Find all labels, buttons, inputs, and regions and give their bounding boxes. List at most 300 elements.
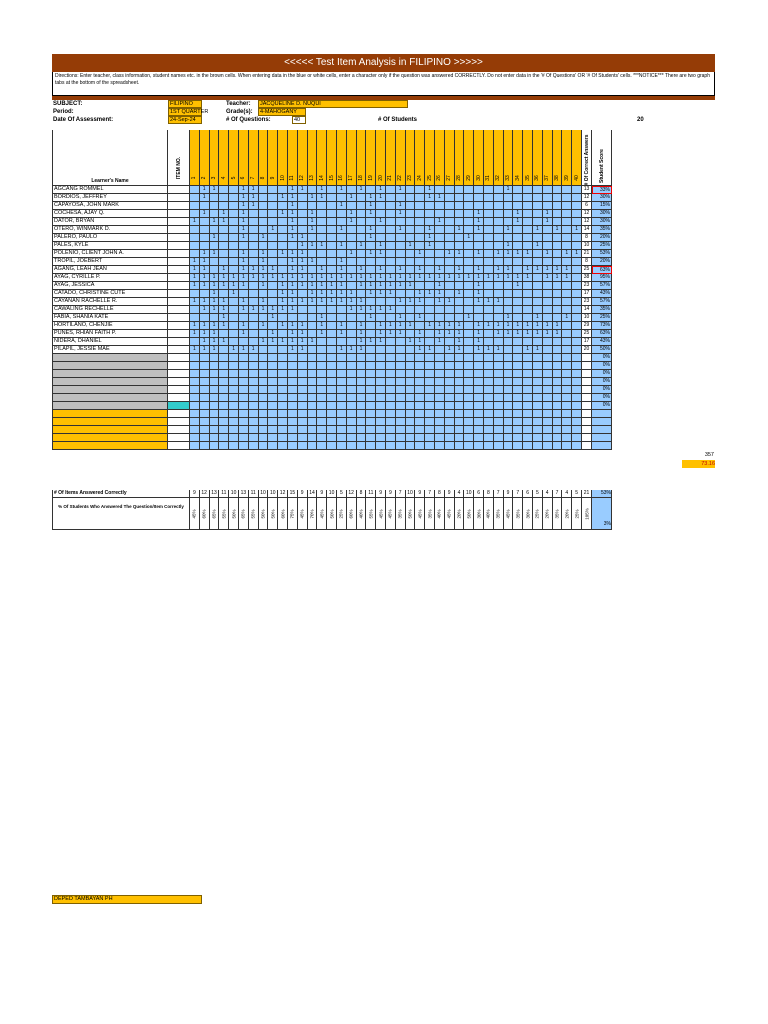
answer-cell[interactable] [513,402,523,410]
item-no-cell[interactable] [168,194,190,202]
answer-cell[interactable] [376,362,386,370]
answer-cell[interactable] [494,194,504,202]
answer-cell[interactable] [494,394,504,402]
answer-cell[interactable] [425,410,435,418]
answer-cell[interactable] [386,186,396,194]
answer-cell[interactable]: 1 [523,274,533,282]
learner-name-cell[interactable]: AYAG, JESSICA [52,282,168,290]
answer-cell[interactable]: 1 [239,250,249,258]
answer-cell[interactable] [219,394,229,402]
answer-cell[interactable] [513,258,523,266]
answer-cell[interactable] [249,330,259,338]
answer-cell[interactable] [504,306,514,314]
answer-cell[interactable]: 1 [259,306,269,314]
answer-cell[interactable] [200,442,210,450]
answer-cell[interactable] [415,362,425,370]
answer-cell[interactable]: 1 [239,218,249,226]
answer-cell[interactable] [562,434,572,442]
answer-cell[interactable]: 1 [210,250,220,258]
answer-cell[interactable] [464,306,474,314]
answer-cell[interactable] [484,418,494,426]
answer-cell[interactable] [435,362,445,370]
item-no-cell[interactable] [168,250,190,258]
answer-cell[interactable]: 1 [376,306,386,314]
answer-cell[interactable] [464,242,474,250]
answer-cell[interactable]: 1 [396,298,406,306]
item-no-cell[interactable] [168,330,190,338]
answer-cell[interactable]: 1 [484,298,494,306]
answer-cell[interactable] [513,394,523,402]
answer-cell[interactable]: 1 [347,306,357,314]
answer-cell[interactable] [219,378,229,386]
answer-cell[interactable] [445,418,455,426]
answer-cell[interactable] [445,226,455,234]
answer-cell[interactable]: 1 [317,274,327,282]
answer-cell[interactable] [210,378,220,386]
answer-cell[interactable] [484,426,494,434]
answer-cell[interactable] [357,290,367,298]
answer-cell[interactable] [513,378,523,386]
answer-cell[interactable] [406,386,416,394]
answer-cell[interactable] [298,218,308,226]
answer-cell[interactable]: 1 [562,274,572,282]
answer-cell[interactable] [523,218,533,226]
answer-cell[interactable]: 1 [249,266,259,274]
grade-field[interactable]: 4-MAHOGANY [258,108,306,116]
answer-cell[interactable] [249,338,259,346]
answer-cell[interactable] [200,410,210,418]
answer-cell[interactable]: 1 [415,338,425,346]
answer-cell[interactable] [494,258,504,266]
answer-cell[interactable] [484,290,494,298]
answer-cell[interactable] [415,386,425,394]
answer-cell[interactable] [386,338,396,346]
answer-cell[interactable]: 1 [249,274,259,282]
answer-cell[interactable] [533,370,543,378]
answer-cell[interactable] [572,418,582,426]
answer-cell[interactable] [523,306,533,314]
answer-cell[interactable] [376,426,386,434]
answer-cell[interactable] [484,282,494,290]
answer-cell[interactable] [308,202,318,210]
answer-cell[interactable]: 1 [455,290,465,298]
answer-cell[interactable] [357,250,367,258]
learner-name-cell[interactable]: CAYANAN RACHELLE R. [52,298,168,306]
answer-cell[interactable] [229,426,239,434]
answer-cell[interactable]: 1 [210,338,220,346]
answer-cell[interactable] [533,402,543,410]
answer-cell[interactable]: 1 [543,218,553,226]
answer-cell[interactable] [386,354,396,362]
answer-cell[interactable] [229,242,239,250]
answer-cell[interactable] [484,226,494,234]
answer-cell[interactable]: 1 [239,346,249,354]
answer-cell[interactable]: 1 [337,346,347,354]
item-no-cell[interactable] [168,434,190,442]
answer-cell[interactable] [259,442,269,450]
answer-cell[interactable]: 1 [533,346,543,354]
answer-cell[interactable] [513,234,523,242]
answer-cell[interactable] [445,314,455,322]
answer-cell[interactable]: 1 [268,306,278,314]
answer-cell[interactable]: 1 [425,346,435,354]
answer-cell[interactable] [219,362,229,370]
answer-cell[interactable]: 1 [455,330,465,338]
answer-cell[interactable] [533,410,543,418]
answer-cell[interactable] [572,258,582,266]
answer-cell[interactable] [435,378,445,386]
answer-cell[interactable]: 1 [288,234,298,242]
answer-cell[interactable] [484,370,494,378]
answer-cell[interactable] [553,410,563,418]
answer-cell[interactable] [484,386,494,394]
answer-cell[interactable]: 1 [474,338,484,346]
answer-cell[interactable]: 1 [435,266,445,274]
answer-cell[interactable] [337,354,347,362]
answer-cell[interactable]: 1 [210,234,220,242]
answer-cell[interactable] [366,426,376,434]
answer-cell[interactable]: 1 [425,274,435,282]
answer-cell[interactable] [415,402,425,410]
answer-cell[interactable]: 1 [513,330,523,338]
answer-cell[interactable]: 1 [347,194,357,202]
answer-cell[interactable]: 1 [376,322,386,330]
answer-cell[interactable] [298,442,308,450]
answer-cell[interactable] [376,378,386,386]
answer-cell[interactable]: 1 [435,322,445,330]
answer-cell[interactable] [504,378,514,386]
answer-cell[interactable]: 1 [494,322,504,330]
answer-cell[interactable] [415,226,425,234]
answer-cell[interactable]: 1 [396,226,406,234]
answer-cell[interactable]: 1 [543,274,553,282]
answer-cell[interactable] [415,370,425,378]
answer-cell[interactable] [425,442,435,450]
answer-cell[interactable] [298,354,308,362]
answer-cell[interactable] [553,202,563,210]
answer-cell[interactable] [357,418,367,426]
answer-cell[interactable]: 1 [357,330,367,338]
answer-cell[interactable] [347,202,357,210]
answer-cell[interactable]: 1 [494,274,504,282]
answer-cell[interactable] [553,298,563,306]
answer-cell[interactable] [229,234,239,242]
answer-cell[interactable] [464,210,474,218]
answer-cell[interactable]: 1 [513,322,523,330]
answer-cell[interactable] [259,362,269,370]
answer-cell[interactable]: 1 [386,282,396,290]
answer-cell[interactable] [229,330,239,338]
answer-cell[interactable]: 1 [288,274,298,282]
answer-cell[interactable] [327,346,337,354]
answer-cell[interactable]: 1 [298,234,308,242]
answer-cell[interactable] [415,242,425,250]
item-no-cell[interactable] [168,418,190,426]
answer-cell[interactable] [268,258,278,266]
answer-cell[interactable] [259,290,269,298]
answer-cell[interactable]: 1 [396,210,406,218]
answer-cell[interactable] [533,434,543,442]
learner-name-cell[interactable]: PILAPIL, JESSIE MAE [52,346,168,354]
answer-cell[interactable] [455,386,465,394]
answer-cell[interactable]: 1 [386,322,396,330]
answer-cell[interactable] [229,210,239,218]
answer-cell[interactable]: 1 [494,266,504,274]
item-no-cell[interactable] [168,218,190,226]
answer-cell[interactable] [425,402,435,410]
answer-cell[interactable] [543,194,553,202]
answer-cell[interactable]: 1 [357,266,367,274]
answer-cell[interactable] [337,338,347,346]
answer-cell[interactable] [210,314,220,322]
answer-cell[interactable] [249,298,259,306]
answer-cell[interactable]: 1 [190,282,200,290]
answer-cell[interactable] [562,378,572,386]
answer-cell[interactable] [347,314,357,322]
answer-cell[interactable] [278,226,288,234]
answer-cell[interactable] [562,210,572,218]
answer-cell[interactable] [278,346,288,354]
answer-cell[interactable] [259,426,269,434]
answer-cell[interactable] [553,306,563,314]
answer-cell[interactable]: 1 [494,330,504,338]
answer-cell[interactable] [406,330,416,338]
answer-cell[interactable]: 1 [474,282,484,290]
answer-cell[interactable] [308,442,318,450]
answer-cell[interactable]: 1 [308,258,318,266]
answer-cell[interactable]: 1 [288,210,298,218]
answer-cell[interactable]: 1 [366,282,376,290]
answer-cell[interactable] [337,378,347,386]
answer-cell[interactable] [268,298,278,306]
answer-cell[interactable] [298,434,308,442]
answer-cell[interactable]: 1 [288,330,298,338]
answer-cell[interactable]: 1 [298,338,308,346]
answer-cell[interactable] [572,354,582,362]
learner-name-cell[interactable] [52,370,168,378]
learner-name-cell[interactable]: CAWALING RECHELLE [52,306,168,314]
answer-cell[interactable] [504,386,514,394]
answer-cell[interactable] [317,362,327,370]
answer-cell[interactable]: 1 [425,226,435,234]
answer-cell[interactable] [288,418,298,426]
answer-cell[interactable] [513,434,523,442]
answer-cell[interactable] [523,354,533,362]
answer-cell[interactable] [366,442,376,450]
learner-name-cell[interactable] [52,418,168,426]
answer-cell[interactable] [464,258,474,266]
answer-cell[interactable] [268,426,278,434]
answer-cell[interactable] [494,186,504,194]
answer-cell[interactable] [553,242,563,250]
answer-cell[interactable] [386,426,396,434]
answer-cell[interactable]: 1 [406,298,416,306]
answer-cell[interactable] [425,258,435,266]
answer-cell[interactable] [249,370,259,378]
answer-cell[interactable] [523,298,533,306]
answer-cell[interactable]: 1 [504,314,514,322]
answer-cell[interactable]: 1 [249,194,259,202]
answer-cell[interactable] [308,234,318,242]
answer-cell[interactable]: 1 [474,346,484,354]
answer-cell[interactable] [190,402,200,410]
answer-cell[interactable]: 1 [210,346,220,354]
answer-cell[interactable] [317,394,327,402]
answer-cell[interactable] [337,194,347,202]
answer-cell[interactable]: 1 [406,242,416,250]
answer-cell[interactable] [259,242,269,250]
answer-cell[interactable] [445,242,455,250]
answer-cell[interactable] [445,394,455,402]
answer-cell[interactable] [298,290,308,298]
answer-cell[interactable] [474,194,484,202]
answer-cell[interactable] [484,330,494,338]
answer-cell[interactable] [239,418,249,426]
answer-cell[interactable] [562,426,572,434]
answer-cell[interactable]: 1 [327,290,337,298]
answer-cell[interactable] [278,314,288,322]
answer-cell[interactable] [298,394,308,402]
answer-cell[interactable] [435,418,445,426]
answer-cell[interactable]: 1 [308,290,318,298]
answer-cell[interactable] [347,394,357,402]
answer-cell[interactable] [513,426,523,434]
answer-cell[interactable] [543,290,553,298]
answer-cell[interactable]: 1 [288,298,298,306]
answer-cell[interactable]: 1 [317,194,327,202]
answer-cell[interactable] [308,386,318,394]
item-no-cell[interactable] [168,258,190,266]
answer-cell[interactable] [366,418,376,426]
answer-cell[interactable] [268,378,278,386]
item-no-cell[interactable] [168,274,190,282]
answer-cell[interactable]: 1 [435,218,445,226]
answer-cell[interactable] [494,442,504,450]
answer-cell[interactable]: 1 [415,330,425,338]
answer-cell[interactable]: 1 [455,266,465,274]
answer-cell[interactable] [543,354,553,362]
answer-cell[interactable] [445,266,455,274]
answer-cell[interactable]: 1 [288,194,298,202]
answer-cell[interactable] [406,226,416,234]
answer-cell[interactable]: 1 [396,186,406,194]
answer-cell[interactable] [425,338,435,346]
answer-cell[interactable] [533,250,543,258]
answer-cell[interactable]: 1 [288,282,298,290]
answer-cell[interactable]: 1 [239,258,249,266]
answer-cell[interactable] [317,202,327,210]
answer-cell[interactable] [190,394,200,402]
answer-cell[interactable] [366,362,376,370]
answer-cell[interactable] [484,394,494,402]
answer-cell[interactable] [347,258,357,266]
answer-cell[interactable]: 1 [317,314,327,322]
answer-cell[interactable] [337,234,347,242]
answer-cell[interactable] [298,418,308,426]
answer-cell[interactable] [347,242,357,250]
answer-cell[interactable] [445,386,455,394]
answer-cell[interactable] [494,402,504,410]
answer-cell[interactable] [455,218,465,226]
answer-cell[interactable] [523,434,533,442]
answer-cell[interactable]: 1 [278,194,288,202]
answer-cell[interactable] [523,378,533,386]
answer-cell[interactable] [386,410,396,418]
item-no-cell[interactable] [168,202,190,210]
answer-cell[interactable] [523,418,533,426]
answer-cell[interactable] [366,266,376,274]
answer-cell[interactable] [268,418,278,426]
answer-cell[interactable] [474,314,484,322]
answer-cell[interactable] [533,354,543,362]
answer-cell[interactable] [190,434,200,442]
answer-cell[interactable] [464,362,474,370]
answer-cell[interactable] [562,298,572,306]
answer-cell[interactable] [484,354,494,362]
answer-cell[interactable] [337,410,347,418]
answer-cell[interactable] [366,322,376,330]
answer-cell[interactable] [278,370,288,378]
answer-cell[interactable] [494,354,504,362]
answer-cell[interactable] [347,434,357,442]
answer-cell[interactable]: 1 [513,274,523,282]
answer-cell[interactable] [210,362,220,370]
answer-cell[interactable]: 1 [435,330,445,338]
answer-cell[interactable] [190,370,200,378]
answer-cell[interactable] [347,338,357,346]
answer-cell[interactable]: 1 [347,346,357,354]
answer-cell[interactable] [210,242,220,250]
answer-cell[interactable] [317,226,327,234]
answer-cell[interactable]: 1 [504,322,514,330]
answer-cell[interactable] [278,218,288,226]
answer-cell[interactable] [298,194,308,202]
answer-cell[interactable] [562,202,572,210]
answer-cell[interactable] [435,402,445,410]
answer-cell[interactable]: 1 [425,194,435,202]
answer-cell[interactable] [278,402,288,410]
answer-cell[interactable]: 1 [268,274,278,282]
answer-cell[interactable] [504,210,514,218]
answer-cell[interactable] [553,258,563,266]
answer-cell[interactable] [337,386,347,394]
answer-cell[interactable] [200,386,210,394]
answer-cell[interactable] [513,362,523,370]
answer-cell[interactable] [268,210,278,218]
answer-cell[interactable] [386,314,396,322]
answer-cell[interactable] [278,354,288,362]
answer-cell[interactable] [504,218,514,226]
answer-cell[interactable] [513,442,523,450]
answer-cell[interactable]: 1 [229,282,239,290]
answer-cell[interactable]: 1 [259,258,269,266]
answer-cell[interactable] [523,194,533,202]
answer-cell[interactable] [543,234,553,242]
answer-cell[interactable]: 1 [366,234,376,242]
answer-cell[interactable]: 1 [278,338,288,346]
answer-cell[interactable]: 1 [376,330,386,338]
answer-cell[interactable] [219,346,229,354]
answer-cell[interactable] [317,258,327,266]
answer-cell[interactable]: 1 [219,338,229,346]
answer-cell[interactable] [376,346,386,354]
answer-cell[interactable] [484,250,494,258]
answer-cell[interactable]: 1 [317,330,327,338]
answer-cell[interactable]: 1 [288,346,298,354]
answer-cell[interactable] [504,418,514,426]
answer-cell[interactable]: 1 [406,322,416,330]
answer-cell[interactable] [562,354,572,362]
